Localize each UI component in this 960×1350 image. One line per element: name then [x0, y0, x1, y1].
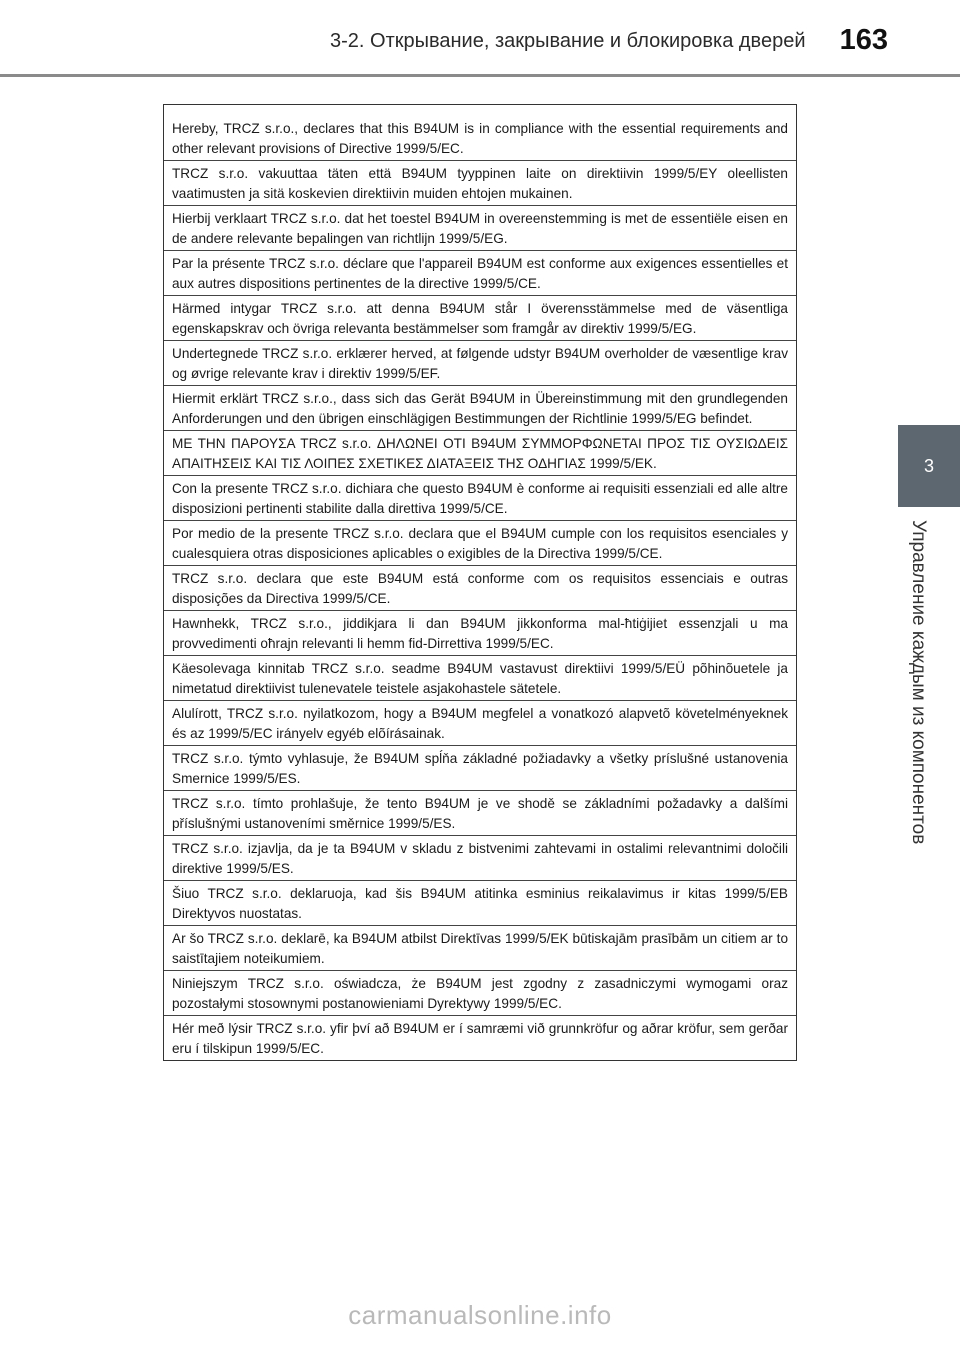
- declaration-row: Con la presente TRCZ s.r.o. dichiara che questo B94UM è conforme ai requisiti essenziali ed alle altre disposizioni pertinenti stabilite dalla direttiva 1999/5/CE.: [164, 475, 796, 520]
- declaration-row: Hierbij verklaart TRCZ s.r.o. dat het toestel B94UM in overeenstemming is met de essentiële eisen en de andere relevante bepalingen van richtlijn 1999/5/EG.: [164, 205, 796, 250]
- declaration-row: Niniejszym TRCZ s.r.o. oświadcza, że B94UM jest zgodny z zasadniczymi wymogami oraz pozostałymi stosownymi postanowieniami Dyrektywy 1999/5/EC.: [164, 970, 796, 1015]
- declaration-row: ΜΕ ΤΗΝ ΠΑΡΟΥΣΑ TRCZ s.r.o. ΔΗΛΩΝΕΙ ΟΤΙ B94UM ΣΥΜΜΟΡΦΩΝΕΤΑΙ ΠΡΟΣ ΤΙΣ ΟΥΣΙΩΔΕΙΣ ΑΠΑΙΤΗΣΕΙΣ ΚΑΙ ΤΙΣ ΛΟΙΠΕΣ ΣΧΕΤΙΚΕΣ ΔΙΑΤΑΞΕΙΣ ΤΗΣ ΟΔΗΓΙΑΣ 1999/5/ΕΚ.: [164, 430, 796, 475]
- chapter-number: 3: [923, 455, 934, 476]
- chapter-tab[interactable]: [898, 425, 960, 507]
- declaration-row: TRCZ s.r.o. declara que este B94UM está conforme com os requisitos essenciais e outras disposições da Directiva 1999/5/CE.: [164, 565, 796, 610]
- declaration-row: Härmed intygar TRCZ s.r.o. att denna B94UM står I överensstämmelse med de väsentliga egenskapskrav och övriga relevanta bestämmelser som framgår av direktiv 1999/5/EG.: [164, 295, 796, 340]
- declaration-row: Por medio de la presente TRCZ s.r.o. declara que el B94UM cumple con los requisitos esenciales y cualesquiera otras disposiciones aplicables o exigibles de la Directiva 1999/5/CE.: [164, 520, 796, 565]
- header-divider: [0, 74, 960, 77]
- section-title: 3-2. Открывание, закрывание и блокировка дверей: [330, 30, 806, 52]
- declaration-row: Ar šo TRCZ s.r.o. deklarē, ka B94UM atbilst Direktīvas 1999/5/EK būtiskajām prasībām un citiem ar to saistītajiem noteikumiem.: [164, 925, 796, 970]
- declaration-row: Par la présente TRCZ s.r.o. déclare que l'appareil B94UM est conforme aux exigences essentielles et aux autres dispositions pertinentes de la directive 1999/5/CE.: [164, 250, 796, 295]
- page-header: [0, 0, 960, 78]
- declaration-row: TRCZ s.r.o. vakuuttaa täten että B94UM tyyppinen laite on direktiivin 1999/5/EY oleellisten vaatimusten ja sitä koskevien direktiivin muiden ehtojen mukainen.: [164, 160, 796, 205]
- declaration-row: TRCZ s.r.o. týmto vyhlasuje, že B94UM spĺňa základné požiadavky a všetky príslušné ustanovenia Smernice 1999/5/ES.: [164, 745, 796, 790]
- declaration-row: Käesolevaga kinnitab TRCZ s.r.o. seadme B94UM vastavust direktiivi 1999/5/EÜ põhinõuetele ja nimetatud direktiivist tulenevatele teistele asjakohastele sätetele.: [164, 655, 796, 700]
- declaration-row: Hér með lýsir TRCZ s.r.o. yfir því að B94UM er í samræmi við grunnkröfur og aðrar kröfur, sem gerðar eru í tilskipun 1999/5/EC.: [164, 1015, 796, 1060]
- watermark: carmanualsonline.info: [348, 1300, 612, 1330]
- declaration-row: Undertegnede TRCZ s.r.o. erklærer herved, at følgende udstyr B94UM overholder de væsentlige krav og øvrige relevante krav i direktiv 1999/5/EF.: [164, 340, 796, 385]
- chapter-title: Управление каждым из компонентов: [908, 520, 929, 845]
- declaration-row: TRCZ s.r.o. tímto prohlašuje, že tento B94UM je ve shodě se základními požadavky a dalšími příslušnými ustanoveními směrnice 1999/5/ES.: [164, 790, 796, 835]
- declaration-row: Hawnhekk, TRCZ s.r.o., jiddikjara li dan B94UM jikkonforma mal-ħtiġijiet essenzjali u ma provvedimenti oħrajn relevanti li hemm fid-Dirrettiva 1999/5/EC.: [164, 610, 796, 655]
- declarations-table: [163, 104, 797, 1061]
- declaration-row: TRCZ s.r.o. izjavlja, da je ta B94UM v skladu z bistvenimi zahtevami in ostalimi relevantnimi določili direktive 1999/5/ES.: [164, 835, 796, 880]
- declaration-row: Hereby, TRCZ s.r.o., declares that this B94UM is in compliance with the essential requirements and other relevant provisions of Directive 1999/5/EC.: [172, 121, 788, 156]
- page-number: 163: [839, 24, 888, 56]
- declaration-row: Šiuo TRCZ s.r.o. deklaruoja, kad šis B94UM atitinka esminius reikalavimus ir kitas 1999/5/EB Direktyvos nuostatas.: [164, 880, 796, 925]
- declaration-row: Hiermit erklärt TRCZ s.r.o., dass sich das Gerät B94UM in Übereinstimmung mit den grundlegenden Anforderungen und den übrigen einschlägigen Bestimmungen der Richtlinie 1999/5/EG befindet.: [164, 385, 796, 430]
- declaration-row: Alulírott, TRCZ s.r.o. nyilatkozom, hogy a B94UM megfelel a vonatkozó alapvetõ követelményeknek és az 1999/5/EC irányelv egyéb elõírásainak.: [164, 700, 796, 745]
